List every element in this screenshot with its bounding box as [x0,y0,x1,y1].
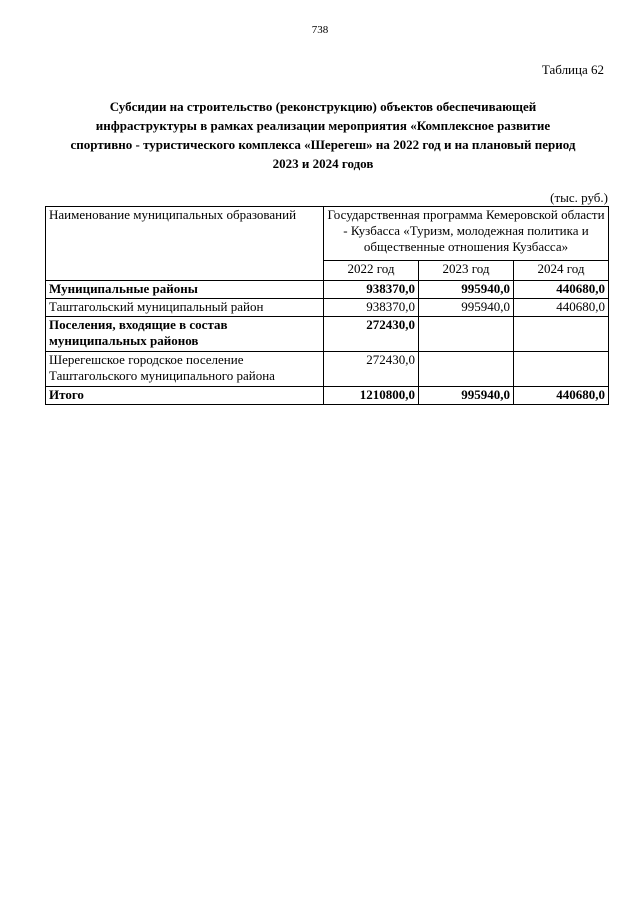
header-year-2022: 2022 год [324,261,419,281]
value-2023: 995940,0 [419,387,514,405]
table-row [46,299,609,317]
header-year-2024: 2024 год [514,261,609,281]
value-2022: 1210800,0 [324,387,419,405]
page-number: 738 [311,24,329,36]
subsidy-table [45,206,609,405]
title-line: спортивно - туристического комплекса «Шерегеш» на 2022 год и на плановый период [70,137,576,152]
table-label: Таблица 62 [541,62,604,77]
value-2024: 440680,0 [514,281,609,299]
header-municipality: Наименование муниципальных образований [46,207,324,281]
row-name: Шерегешское городское поселение Таштагольского муниципального района [46,352,324,387]
value-2022: 272430,0 [324,317,419,352]
table-row [46,352,609,387]
row-name: Муниципальные районы [46,281,324,299]
value-2024 [514,352,609,387]
header-program: Государственная программа Кемеровской области - Кузбасса «Туризм, молодежная политика и общественные отношения Кузбасса» [324,207,609,261]
unit-note: (тыс. руб.) [550,190,608,205]
title-line: инфраструктуры в рамках реализации мероприятия «Комплексное развитие [95,118,551,133]
title-line: Субсидии на строительство (реконструкцию) объектов обеспечивающей [109,99,537,114]
table-row [46,317,609,352]
value-2024: 440680,0 [514,387,609,405]
row-name: Итого [46,387,324,405]
value-2023 [419,352,514,387]
title-line: 2023 и 2024 годов [272,156,374,171]
document-title [50,97,596,173]
value-2022: 938370,0 [324,299,419,317]
table-row [46,281,609,299]
value-2023: 995940,0 [419,299,514,317]
row-name: Поселения, входящие в состав муниципальных районов [46,317,324,352]
row-name: Таштагольский муниципальный район [46,299,324,317]
table-row-total [46,387,609,405]
table-header-row [46,207,609,261]
value-2023: 995940,0 [419,281,514,299]
value-2024 [514,317,609,352]
value-2022: 938370,0 [324,281,419,299]
value-2022: 272430,0 [324,352,419,387]
value-2023 [419,317,514,352]
value-2024: 440680,0 [514,299,609,317]
header-year-2023: 2023 год [419,261,514,281]
